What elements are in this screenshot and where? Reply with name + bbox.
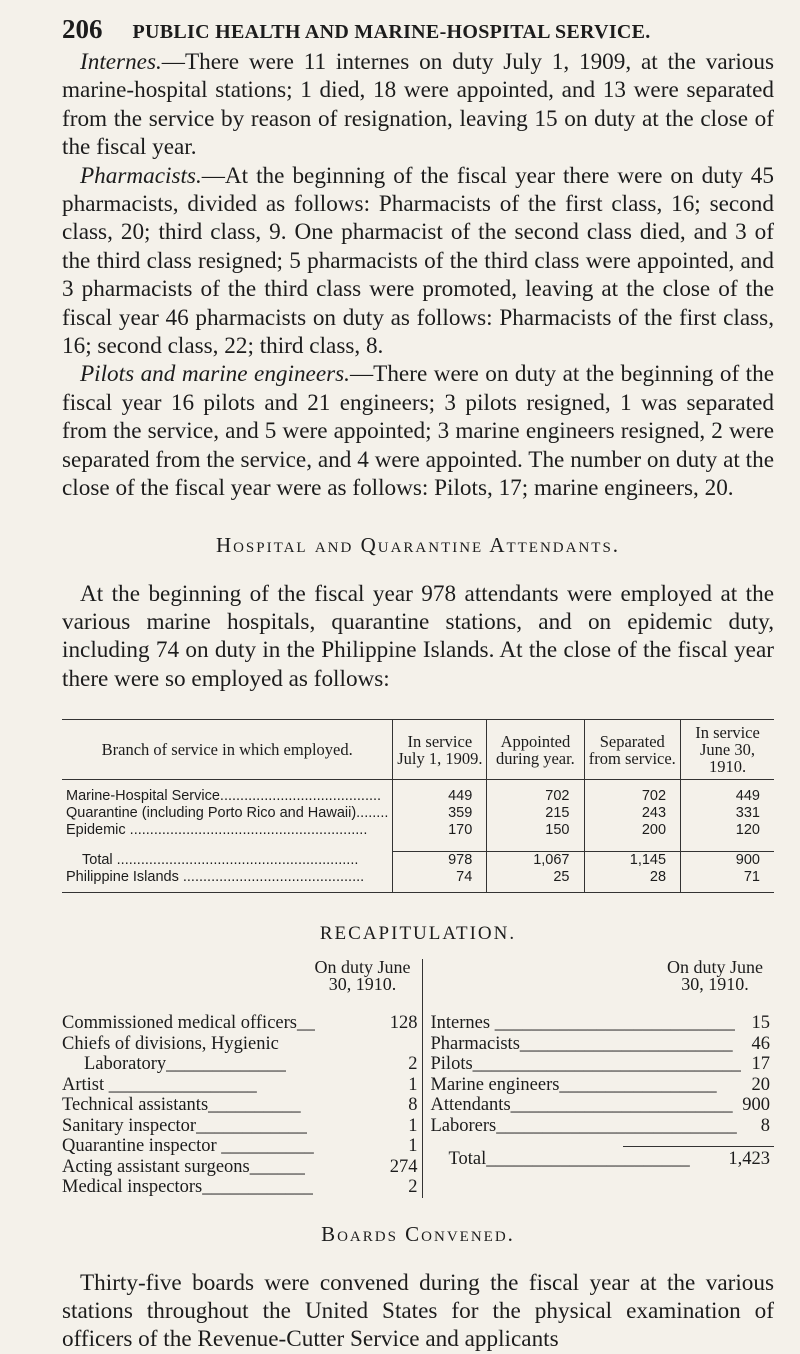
running-title: PUBLIC HEALTH AND MARINE-HOSPITAL SERVICE. [132, 21, 651, 43]
cell-value: 449 [681, 780, 774, 806]
cell-value: 900 [681, 852, 774, 870]
recap-row: Marine engineers_________________ 20 [430, 1074, 770, 1095]
recap-right-col-header: On duty June 30, 1910. [667, 957, 763, 995]
recap-row: Artist ________________ 1 [62, 1074, 418, 1095]
table-row [62, 822, 774, 839]
recap-row: Pharmacists_______________________ 46 [430, 1033, 770, 1054]
recap-row: Commissioned medical officers__ 128 [62, 1013, 418, 1034]
table-row [62, 869, 774, 893]
row-label: Marine-Hospital Service........................................ [66, 788, 382, 805]
recap-row: Internes __________________________ 15 [430, 1013, 770, 1034]
table-header-row [62, 720, 774, 780]
cell-value: 120 [681, 822, 774, 839]
pharmacists-text: —At the beginning of the fiscal year there were on duty 45 pharmacists, divided as follows: Pharmacists of the first class, 16; second class, 20; third class, 9. One pharmacist of the second class died, and 3 of the third class resigned; 5 pharmacists of the third class were appointed, and 3 pharmacists of the third class were promoted, leaving at the close of the fiscal year 46 pharmacists on duty as follows: Pharmacists of the first class, 16; second class, 22; third class, 8. [62, 162, 774, 360]
table-row [62, 780, 774, 806]
document-page [62, 14, 774, 1354]
section-title-recap: RECAPITULATION. [319, 923, 517, 945]
table-row-total [62, 852, 774, 870]
paragraph-pilots [62, 360, 774, 502]
cell-value: 243 [584, 805, 681, 822]
recap-left-column [62, 959, 422, 1198]
section-title-boards: Boards Convened. [321, 1221, 515, 1246]
cell-value: 359 [393, 805, 487, 822]
recap-row: Quarantine inspector __________ 1 [62, 1136, 418, 1157]
cell-value: 702 [487, 780, 584, 806]
table-spacer [62, 839, 774, 852]
recap-row: Medical inspectors____________ 2 [62, 1177, 418, 1198]
recap-row: Technical assistants__________ 8 [62, 1095, 418, 1116]
recap-total-row: Total______________________ 1,423 [448, 1149, 770, 1170]
header-in-service-july: In service July 1, 1909. [393, 720, 487, 780]
attendants-table [62, 719, 774, 893]
recap-spacer [423, 1136, 775, 1146]
section-title-attendants: Hospital and Quarantine Attendants. [215, 532, 621, 557]
cell-value: 702 [584, 780, 681, 806]
page-number: 206 [62, 14, 103, 44]
recap-row: Laborers__________________________ 8 [430, 1115, 770, 1136]
header-appointed: Appointed during year. [487, 720, 584, 780]
recapitulation [62, 959, 774, 1198]
cell-value: 215 [487, 805, 584, 822]
cell-value: 170 [393, 822, 487, 839]
cell-value: 978 [393, 852, 487, 870]
paragraph-pharmacists [62, 162, 774, 361]
cell-value: 74 [393, 869, 487, 893]
row-label: Quarantine (including Porto Rico and Hawaii)........ [66, 805, 389, 822]
table-row [62, 805, 774, 822]
recap-row: Laboratory_____________ 2 [84, 1054, 418, 1075]
header-branch: Branch of service in which employed. [62, 720, 393, 780]
recap-row: Acting assistant surgeons______ 274 [62, 1156, 418, 1177]
pilots-text: —There were on duty at the beginning of the fiscal year 16 pilots and 21 engineers; 3 pilots resigned, 1 was separated from the service, and 5 were appointed; 3 marine engineers resigned, 2 were separated from the service, and 4 were appointed. The number on duty at the close of the fiscal year were as follows: Pilots, 17; marine engineers, 20. [62, 361, 775, 502]
header-in-service-june: In service June 30, 1910. [681, 720, 774, 780]
internes-text: —There were 11 internes on duty July 1, 1909, at the various marine-hospital stations; 1 died, 18 were appointed, and 13 were separated from the service by reason of resignation, leaving 15 on duty at the close of the fiscal year. [62, 49, 774, 161]
pharmacists-label: Pharmacists. [80, 162, 202, 189]
header-separated: Separated from service. [584, 720, 681, 780]
recap-right-column [422, 959, 775, 1198]
pilots-label: Pilots and marine engineers. [80, 361, 350, 388]
recap-row: Chiefs of divisions, Hygienic [62, 1033, 279, 1054]
cell-value: 331 [681, 805, 774, 822]
internes-label: Internes. [80, 49, 162, 75]
cell-value: 200 [584, 822, 681, 839]
recap-row: Pilots_____________________________ 17 [430, 1054, 770, 1075]
cell-value: 1,145 [584, 852, 681, 870]
cell-value: 449 [393, 780, 487, 806]
recap-left-col-header: On duty June 30, 1910. [314, 957, 411, 995]
recap-row: Sanitary inspector____________ 1 [62, 1115, 418, 1136]
recap-row: Attendants________________________ 900 [430, 1095, 770, 1116]
paragraph-internes [62, 48, 774, 162]
cell-value: 71 [681, 869, 774, 893]
paragraph-boards: Thirty-five boards were convened during the fiscal year at the various stations throughout the United States for the physical examination of officers of the Revenue-Cutter Service and applicants [62, 1269, 774, 1353]
row-label: Philippine Islands ............................................. [62, 869, 393, 893]
cell-value: 28 [584, 869, 681, 893]
paragraph-attendants: At the beginning of the fiscal year 978 attendants were employed at the various marine hospitals, quarantine stations, and on epidemic duty, including 74 on duty in the Philippine Islands. At the close of the fiscal year there were so employed as follows: [62, 580, 774, 692]
cell-value: 150 [487, 822, 584, 839]
cell-value: 1,067 [487, 852, 584, 870]
row-label: Total ............................................................ [82, 851, 359, 868]
cell-value: 25 [487, 869, 584, 893]
page-header [62, 14, 774, 48]
row-label: Epidemic ........................................................... [66, 822, 368, 839]
